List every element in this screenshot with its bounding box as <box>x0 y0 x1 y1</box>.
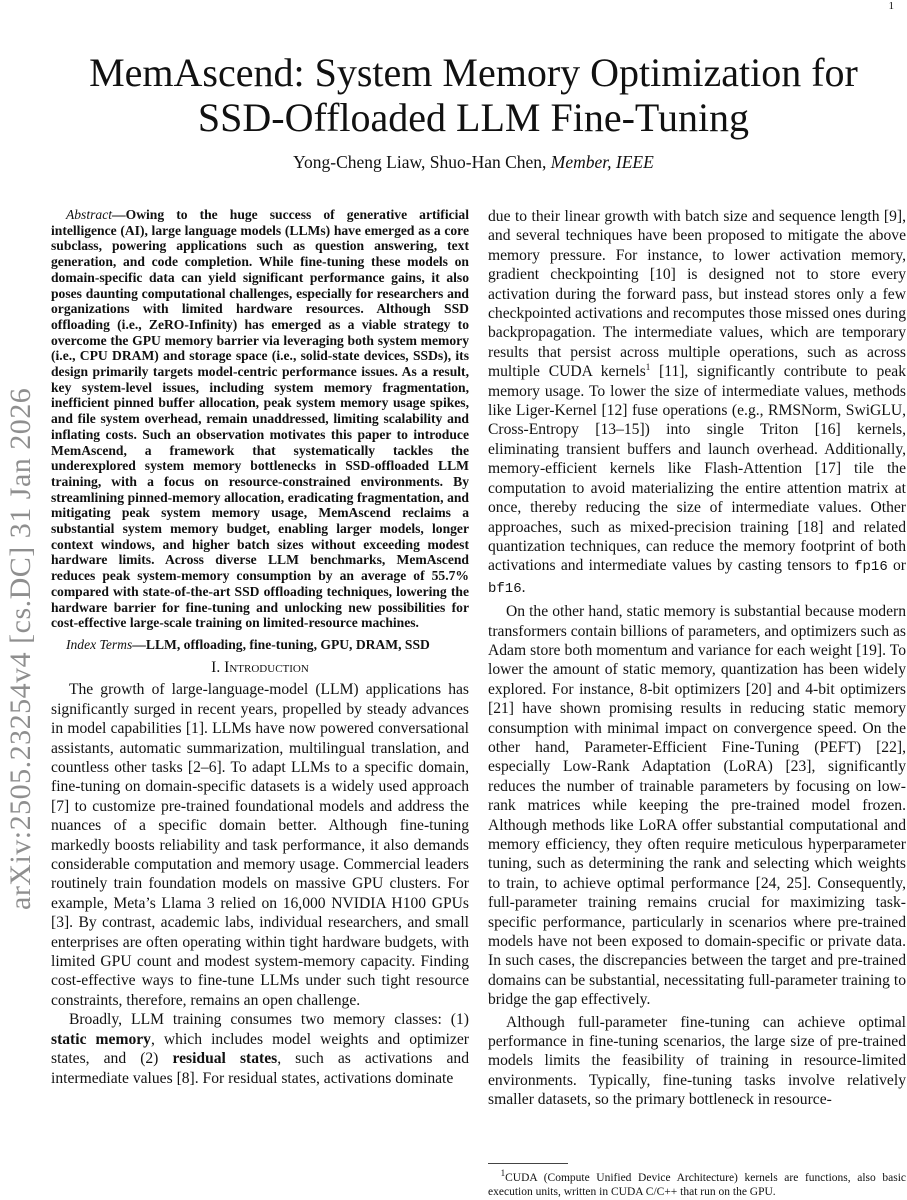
title-line-1: MemAscend: System Memory Optimization for <box>89 50 858 95</box>
index-terms-text: —LLM, offloading, fine-tuning, GPU, DRAM, SSD <box>132 636 430 652</box>
rp1-part-b: [11], significantly contribute to peak memory usage. To lower the size of intermediate values, methods like Liger-Kernel [12] fuse operations (e.g., RMSNorm, SwiGLU, Cross-Entropy [13–15]) into single Triton [16] kernels, eliminating transient buffers and launch overhead. Additionally, memory-efficient kernels like Flash-Attention [17] tile the computation to avoid materializing the entire attention matrix at once, thereby reducing the size of intermediate values. Other approaches, such as mixed-precision training [18] and related quantization techniques, can reduce the memory footprint of both activations and intermediate values by casting tensors to <box>488 363 906 575</box>
abstract-text: —Owing to the huge success of generative artificial intelligence (AI), large language models (LLMs) have emerged as a core subclass, powering applications such as question answering, text generation, and code completion. While fine-tuning these models on domain-specific data can yield significant performance gains, it also poses daunting computational challenges, especially for researchers and organizations with limited hardware resources. Although SSD offloading (i.e., ZeRO-Infinity) has emerged as a viable strategy to overcome the GPU memory barrier via leveraging both system memory (i.e., CPU DRAM) and storage space (i.e., solid-state devices, SSDs), its design primarily targets model-centric performance issues. As a result, key system-level issues, including system memory fragmentation, inefficient pinned buffer allocation, peak system memory usage spikes, and file system overhead, remain unaddressed, limiting scalability and inflating costs. Such an observation motivates this paper to introduce MemAscend, a framework that systematically tackles the underexplored system memory bottlenecks in SSD-offloaded LLM training, with a focus on resource-constrained environments. By streamlining pinned-memory allocation, eradicating fragmentation, and mitigating peak system memory usage, MemAscend reclaims a substantial system memory budget, enabling larger models, longer context windows, and higher batch sizes without exceeding modest hardware limits. Across diverse LLM benchmarks, MemAscend reduces peak system-memory consumption by an average of 55.7% compared with state-of-the-art SSD offloading techniques, lowering the hardware barrier for fine-tuning and unlocking new possibilities for cost-effective large-scale training on limited-resource machines. <box>51 207 469 631</box>
rp1-end: . <box>521 578 526 596</box>
code-bf16: bf16 <box>488 580 522 597</box>
page-number: 1 <box>888 0 894 12</box>
p2-residual-states: residual states <box>172 1050 278 1068</box>
right-paragraph-3: Although full-parameter fine-tuning can achieve optimal performance in fine-tuning scenarios, the large size of pre-trained models limits the feasibility of training in resource-limited environments. Typically, fine-tuning tasks involve relatively smaller datasets, so the primary bottleneck in resource- <box>488 1013 906 1109</box>
rp1-part-a: due to their linear growth with batch size and sequence length [9], and several techniques have been proposed to mitigate the above memory pressure. For instance, to lower activation memory, gradient checkpointing [10] is designed not to store every activation during the forward pass, but instead stores only a few checkpointed activations and recomputes those missed ones during backpropagation. The intermediate values, which are temporary results that persist across multiple operations, such as across multiple CUDA kernels <box>488 208 906 381</box>
right-paragraph-1 <box>488 207 906 599</box>
section-heading-introduction <box>51 658 469 677</box>
author-names: Yong-Cheng Liaw, Shuo-Han Chen, <box>293 152 547 172</box>
p2-static-memory: static memory <box>51 1030 151 1048</box>
index-terms-lead: Index Terms <box>65 636 133 652</box>
footnote <box>488 1168 906 1199</box>
p2-part-a: Broadly, LLM training consumes two memory classes: (1) <box>68 1011 469 1029</box>
left-column <box>51 207 469 1088</box>
intro-paragraph-2 <box>51 1010 469 1088</box>
section-title: Introduction <box>224 658 309 676</box>
right-paragraph-2: On the other hand, static memory is substantial because modern transformers contain billions of parameters, and optimizers such as Adam store both momentum and variance for each weight [19]. To lower the amount of static memory, quantization has been widely explored. For instance, 8-bit optimizers [20] and 4-bit optimizers [21] have shown promising results in reducing static memory consumption with minimal impact on convergence speed. On the other hand, Parameter-Efficient Fine-Tuning (PEFT) [22], especially Low-Rank Adaptation (LoRA) [23], significantly reduces the number of trainable parameters by focusing on low-rank matrices while keeping the pre-trained model frozen. Although methods like LoRA offer substantial computational and memory efficiency, they often require meticulous hyperparameter tuning, such as determining the rank and selecting which weights to train, to achieve optimal performance [24, 25]. Consequently, full-parameter training remains crucial for maximizing task-specific performance, particularly in scenarios where pre-trained models have not been exposed to domain-specific or private data. In such cases, the discrepancies between the target and pre-trained domains can be substantial, necessitating full-parameter training to bridge the gap effectively. <box>488 603 906 1009</box>
footnote-rule <box>488 1163 568 1164</box>
index-terms <box>51 637 469 653</box>
section-numeral: I. <box>211 658 225 676</box>
footnote-text: CUDA (Compute Unified Device Architecture) kernels are functions, also basic execution units, written in CUDA C/C++ that run on the GPU. <box>488 1172 906 1198</box>
rp1-or: or <box>887 557 907 575</box>
footnote-mark: 1 <box>645 362 651 373</box>
intro-paragraph-1: The growth of large-language-model (LLM) applications has significantly surged in recent years, propelled by steady advances in model capabilities [1]. LLMs have now powered conversational assistants, automatic summarization, multilingual translation, and countless other tasks [2–6]. To adapt LLMs to a specific domain, fine-tuning on domain-specific datasets is a widely used approach [7] to customize pre-trained foundational models and address the nuances of a specific domain better. Although fine-tuning markedly boosts reliability and task performance, it also demands considerable computation and memory usage. Commercial leaders routinely train foundation models on massive GPU clusters. For example, Meta’s Llama 3 relied on 16,000 NVIDIA H100 GPUs [3]. By contrast, academic labs, individual researchers, and small enterprises are often operating within tight hardware budgets, with limited GPU count and modest system-memory capacity. Finding cost-effective ways to fine-tune LLMs under such tight resource constraints, therefore, remains an open challenge. <box>51 681 469 1009</box>
p2-part-b: , which includes model weights and optimizer states, and (2) <box>51 1030 469 1068</box>
author-list <box>40 152 907 173</box>
abstract <box>51 207 469 631</box>
p2-part-c: , such as activations and intermediate values [8]. For residual states, activations dominate <box>51 1050 470 1087</box>
title-line-2: SSD-Offloaded LLM Fine-Tuning <box>197 95 750 140</box>
abstract-lead: Abstract <box>65 207 113 222</box>
author-membership: Member, IEEE <box>550 152 654 172</box>
code-fp16: fp16 <box>854 559 888 576</box>
arxiv-stamp: arXiv:2505.23254v4 [cs.DC] 31 Jan 2026 <box>4 387 37 910</box>
right-column <box>488 207 906 1110</box>
paper-title <box>40 50 907 140</box>
footnote-number: 1 <box>500 1168 506 1179</box>
